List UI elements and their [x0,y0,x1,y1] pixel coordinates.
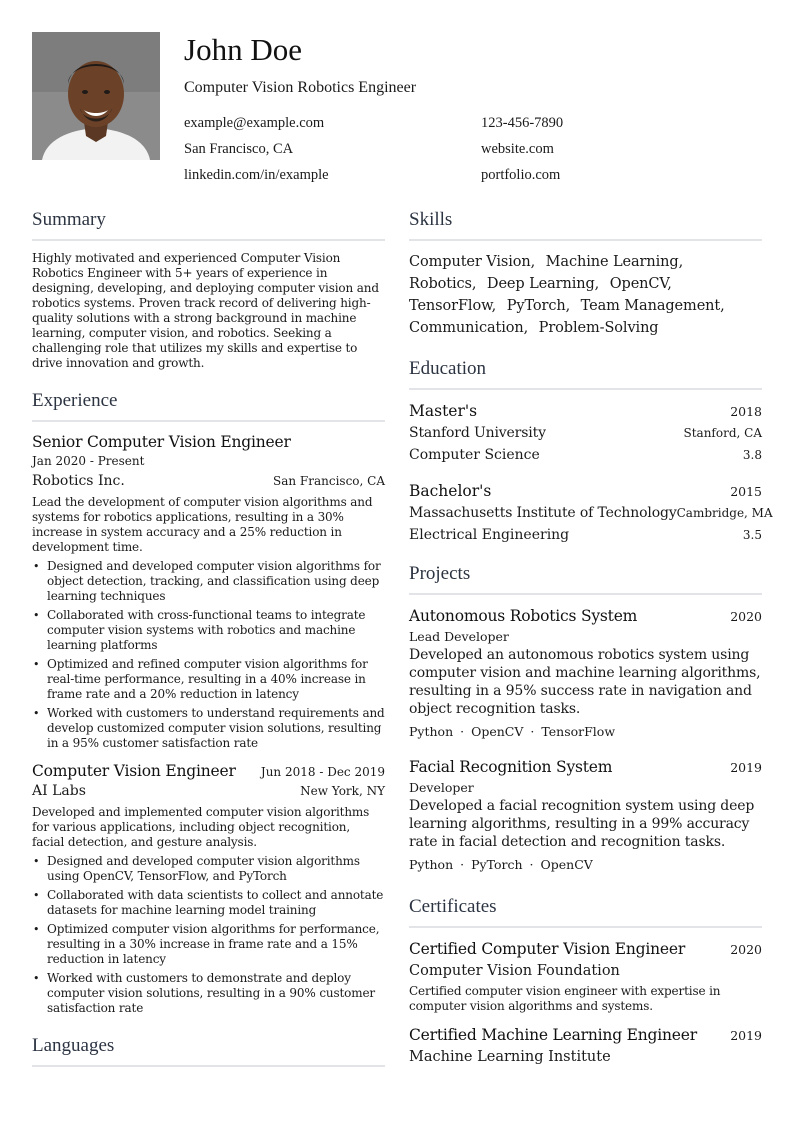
location-text: San Francisco, CA [184,141,294,157]
education-heading: Education [409,355,762,390]
certificate-issuer: Computer Vision Foundation [409,963,620,979]
project-description: Developed an autonomous robotics system using computer vision and machine learning algorithms, resulting in a 95% success rate in navigation and object recognition tasks. [409,647,761,717]
profile-photo-icon [32,32,160,160]
skills-list [409,251,762,339]
education-degree: Bachelor's [409,482,492,500]
education-field: Computer Science [409,447,540,463]
experience-company: Robotics Inc. [32,473,125,489]
education-field: Electrical Engineering [409,527,570,543]
tech-separator: · [460,724,465,739]
bullet-item: • Designed and developed computer vision algorithms using OpenCV, TensorFlow, and PyTorch [32,854,385,884]
bullet-item: • Collaborated with cross-functional teams to integrate computer vision systems with robotics and machine learning platforms [32,608,385,653]
education-item [409,400,762,466]
experience-location: San Francisco, CA [272,474,385,488]
experience-title: Computer Vision Engineer [32,762,236,780]
tech-separator: · [529,857,534,872]
tech-tag: Python [409,724,454,739]
education-location: Stanford, CA [683,426,762,440]
certificate-year: 2020 [730,942,762,957]
portfolio-link[interactable]: portfolio.com [481,167,561,183]
project-role: Developer [409,780,474,795]
left-column [32,206,385,1077]
education-institution: Stanford University [409,425,546,441]
email-link[interactable]: example@example.com [184,115,325,131]
summary-heading: Summary [32,206,385,241]
bullet-item: • Worked with customers to demonstrate and deploy computer vision solutions, resulting in a 90% customer satisfaction rate [32,971,385,1016]
project-item [409,605,762,742]
experience-company: AI Labs [32,783,86,799]
candidate-name: John Doe [184,32,302,67]
project-tech-list [409,722,762,742]
tech-tag: TensorFlow [541,724,616,739]
phone-number[interactable]: 123-456-7890 [481,115,564,131]
project-tech-list [409,855,762,875]
linkedin-link[interactable]: linkedin.com/in/example [184,167,329,183]
bullet-item: • Designed and developed computer vision algorithms for object detection, tracking, and classification using deep learning techniques [32,559,385,604]
education-location: Cambridge, MA [676,506,773,520]
experience-description: Lead the development of computer vision algorithms and systems for robotics applications, resulting in a 30% increase in system accuracy and a 25% reduction in development time. [32,495,373,554]
project-item [409,756,762,875]
bullet-item: • Collaborated with data scientists to collect and annotate datasets for machine learning model training [32,888,385,918]
profile-photo [32,32,160,160]
skill-item: Problem-Solving [538,320,659,336]
education-item [409,480,773,546]
project-role: Lead Developer [409,629,509,644]
skill-item: Machine Learning, [545,254,684,270]
skill-item: Deep Learning, [486,276,600,292]
education-gpa: 3.8 [742,448,762,462]
experience-item [32,761,385,1016]
project-title: Facial Recognition System [409,758,613,776]
job-title: Computer Vision Robotics Engineer [184,79,417,96]
tech-separator: · [530,724,535,739]
website-link[interactable]: website.com [481,141,554,157]
skill-item: TensorFlow, [409,298,497,314]
project-description: Developed a facial recognition system using deep learning algorithms, resulting in a 99% accuracy rate in facial detection and recognition tasks. [409,798,755,850]
education-gpa: 3.5 [742,528,762,542]
projects-heading: Projects [409,560,762,595]
skill-item: OpenCV, [609,276,672,292]
certificate-title: Certified Machine Learning Engineer [409,1026,697,1044]
skill-item: Robotics, [409,276,477,292]
experience-description: Developed and implemented computer vision algorithms for various applications, including object recognition, facial detection, and gesture analysis. [32,805,370,849]
experience-title: Senior Computer Vision Engineer [32,433,291,451]
experience-location: New York, NY [300,784,385,798]
tech-tag: Python [409,857,454,872]
skills-heading: Skills [409,206,762,241]
skill-item: PyTorch, [506,298,571,314]
bullet-item: • Worked with customers to understand requirements and develop customized computer vision solutions, resulting in a 95% customer satisfaction rate [32,706,385,751]
skill-item: Communication, [409,320,529,336]
languages-heading: Languages [32,1032,385,1067]
experience-date: Jun 2018 - Dec 2019 [260,765,385,779]
bullet-item: • Optimized and refined computer vision algorithms for real-time performance, resulting in a 40% increase in frame rate and a 20% reduction in latency [32,657,385,702]
experience-item [32,432,385,751]
experience-date: Jan 2020 - Present [32,454,145,468]
certificate-item [409,1024,762,1068]
experience-bullets [32,854,385,1016]
certificates-heading: Certificates [409,893,762,928]
experience-heading: Experience [32,387,385,422]
education-year: 2015 [730,484,762,499]
right-column [409,206,773,1068]
certificate-description: Certified computer vision engineer with expertise in computer vision algorithms and systems. [409,984,721,1013]
project-year: 2020 [730,609,762,624]
experience-bullets [32,559,385,751]
bullet-item: • Optimized computer vision algorithms for performance, resulting in a 30% increase in frame rate and a 15% reduction in latency [32,922,385,967]
project-year: 2019 [730,760,762,775]
certificate-issuer: Machine Learning Institute [409,1049,611,1065]
summary-text: Highly motivated and experienced Computer Vision Robotics Engineer with 5+ years of experience in designing, developing, and deploying computer vision and robotics systems. Proven track record of delivering high-quality solutions with a strong background in machine learning, computer vision, and robotics. Seeking a challenging role that utilizes my skills and expertise to drive innovation and growth. [32,251,379,370]
tech-tag: OpenCV [540,857,593,872]
certificate-year: 2019 [730,1028,762,1043]
tech-separator: · [460,857,465,872]
tech-tag: PyTorch [471,857,523,872]
education-year: 2018 [730,404,762,419]
project-title: Autonomous Robotics System [409,607,638,625]
education-degree: Master's [409,402,478,420]
education-institution: Massachusetts Institute of Technology [409,505,677,521]
skill-item: Team Management, [580,298,725,314]
certificate-title: Certified Computer Vision Engineer [409,940,686,958]
certificate-item [409,938,762,1014]
skill-item: Computer Vision, [409,254,536,270]
tech-tag: OpenCV [471,724,524,739]
